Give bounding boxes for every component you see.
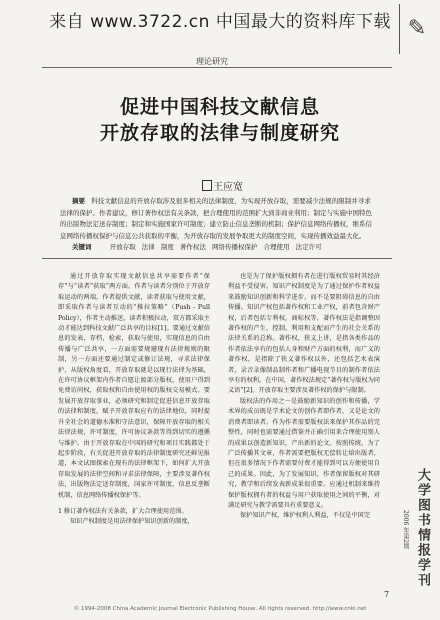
abstract [60,196,376,242]
abstract-rule [42,258,392,259]
paragraph: 保护知识产权，维护权利人利益，不仅是中国完 [240,512,370,520]
journal-logo-icon: ✎ [399,4,434,54]
author [202,178,243,193]
keywords [72,242,322,251]
article-title-line2: 开放存取的法律与制度研究 [99,122,340,144]
section-label: 理论研究 [196,57,228,66]
author-name: 王应宽 [213,182,243,193]
body-column-left [58,272,210,528]
copyright-footer: © 1994-2008 China Academic Journal Electronic Publishing House. All rights reserved. http://www.cnki.net [73,606,367,612]
body-column-right [228,272,380,522]
journal-name: 大学图书情报学刊 [415,468,430,588]
keywords-text: 开放存取 法律 制度 著作权法 网络传播权保护 合理使用 法定许可 [109,243,322,251]
paragraph: 也是为了保护版权拥有者在进行版权贸易时其经济利益不受侵害。知识产权制度是为了通过保护作者权益来鼓励知识创新和科学进步，而不是要阻碍信息的自由传播。知识产权包括著作权和工业产权，前者包含财产权，后者包括专利权，商标权等，著作权法是指调整因著作权的产生，控制，利用和支配而产生的社会关系的法律关系的总称。著作权，狭义上讲，是指各类作品的作者依法享有的包括人身和财产方面的权利，而广义的著作权，是指除了狭义著作权以外，还包括艺术表演者，录音录像制品制作者和广播电视节目的制作者依法享有的权利。在中国，著作权法规定“著作权与版权为同义语”[2]。开放存取主要涉及著作权的保护与限制。 [228,273,380,395]
header-banner: 来自 www.3722.cn 中国最大的资料库下载 [49,12,391,32]
header-rule [42,67,392,68]
article-title-line1: 促进中国科技文献信息 [119,96,320,118]
keywords-label: 关键词 [72,243,92,251]
author-marker-icon [202,180,212,191]
paragraph: 版权法的作用之一是鼓励新知识的创作和传播，学术界的成员既是学术论文的创作者即作者，又是论文的消费者即读者。作为作者需要版权法来保护其作品的完整性，同时也需要通过借鉴并正确引用来合理使用别人的成果以创造新知识，产出新的论文。按照传统，为了广泛传播其文章，作者需要把版权无偿转让给出版者，但在很多情况下作者需要付费才能得到可以方便使用自己的成果。因此，为了发展知识，作者保留版权对其研究，教学和后续发表新成果很重要。应通过机制来维持保护版权拥有者的权益与用户获取使用之间的平衡，对满足研究与教学需要具有重要意义。 [228,397,380,509]
abstract-label: 摘要 [72,197,85,205]
paragraph: 知识产权制度是用法律保护知识创新的制度， [70,518,194,526]
issue-date: 2006 年第2期 [402,510,409,549]
section-heading: 1 修订著作权法有关条款，扩大合理使用范围。 [58,507,188,515]
abstract-text: 科技文献信息的开放存取涉及很多相关的法律制度，为实现开放存取，需要减少法规的限制并寻求法律的保护。作者建议，修订著作权法有关条款，把合理使用的范围扩大到非商业利用；制定与实施中国特色的出版物法定送存制度；制定和实施国家许可制度；建立防止信息垄断的机制；保护信息网络传播权，维系信息网络传播权保护与信息公共获取的平衡，为开放存取的发展争取更大的制度空间，实现传播效益最大化。 [60,197,372,240]
page-number: 7 [384,590,390,599]
paragraph: 通过开放存取实现文献信息共享需要作者“保存”与“读者”获取“两方面。作者与读者分别位于开放存取运动的两端，作者提供文献，读者获取与使用文献，即采取作者与读者互动的“推拉策略”（Push - Pull Policy），作者主动推送，读者积极拉动，双方都采取主动才能达到科技文献广泛共享的目标[1]。要通过文献信息的发表，存档，检索，获取与使用，实现信息的自由传播与广泛共享，一方面需要规避现有法律规则的限制，另一方面还要通过制定或修订法规，寻求法律保护，从版权角度看，开放存取就是以现行法律为基础，在许可协议框架内作者自愿让渡部分版权，使用户得到免费访问权，获取权和自由使用权的版权交易模式。要发展开放存取事业，必须研究和制定促进信息开放存取的法律和制度，赋予开放存取应有的法律地位，同时提升全社会的道德水准和守法意识，保障开放存取的相关法律法规，许可制度，许可协议条款等得到切实的遵循与维护。由于开放存取在中国的研究和项目实践都处于起步阶段，有关促进开放存取的法律制度研究还鲜见报道，本文试图探索在现有的法律框架下，如何扩大开放存取发展的法律空间和寻求法律保障，主要涉及著作权法，出版物法定送存制度，国家许可制度，信息反垄断机制，信息网络传播权保护等。 [58,273,210,499]
